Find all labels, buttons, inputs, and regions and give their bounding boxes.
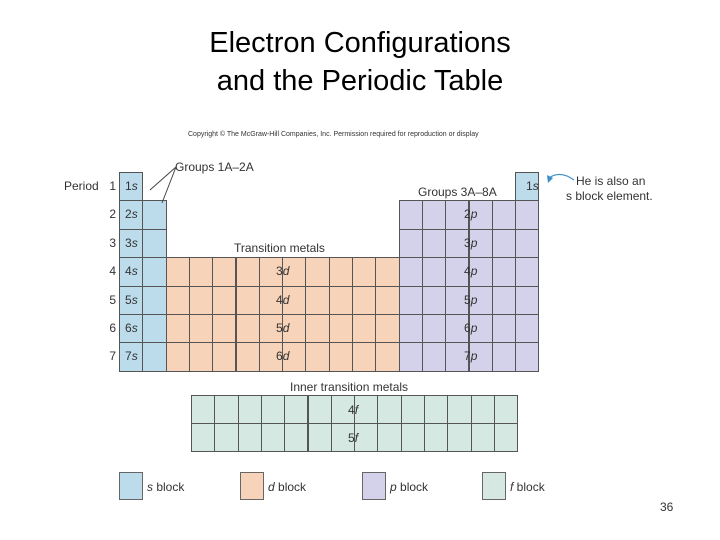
helium-sublevel-label: 1s (526, 179, 539, 193)
groups-s-label: Groups 1A–2A (175, 160, 254, 174)
period-number: 3 (109, 235, 116, 250)
period-number: 5 (109, 292, 116, 307)
p-sublevel-label: 6p (464, 321, 478, 335)
d-sublevel-label: 6d (276, 349, 290, 364)
period-label: Period (64, 179, 99, 193)
s-sublevel-label: 4s (125, 264, 138, 279)
period-number: 6 (109, 321, 116, 335)
legend-label-d: d block (268, 480, 307, 494)
p-sublevel-label: 4p (464, 264, 478, 279)
p-sublevel-label: 7p (464, 349, 478, 364)
f-sublevel-label: 5f (348, 431, 359, 445)
copyright-notice: Copyright © The McGraw-Hill Companies, Inc. Permission required for reproduction or display (188, 131, 479, 138)
period-number: 7 (109, 349, 116, 364)
p-sublevel-label: 5p (464, 292, 478, 307)
legend-swatch-f (482, 472, 506, 500)
legend-label-p: p block (390, 480, 429, 494)
s-sublevel-label: 5s (125, 292, 138, 307)
legend-label-s: s block (147, 480, 185, 494)
d-sublevel-label: 4d (276, 292, 290, 307)
period-number: 2 (109, 207, 116, 222)
groups-p-label: Groups 3A–8A (418, 185, 497, 199)
s-sublevel-label: 3s (125, 235, 138, 250)
d-sublevel-label: 5d (276, 321, 290, 335)
period-number: 1 (109, 179, 116, 193)
groups-s-pointer-line-1 (150, 167, 176, 190)
legend-swatch-s (119, 472, 143, 500)
legend-swatch-p (362, 472, 386, 500)
legend-label-f: f block (510, 480, 545, 494)
f-sublevel-label: 4f (348, 403, 359, 417)
p-sublevel-label: 2p (464, 207, 478, 222)
legend-swatch-d (240, 472, 264, 500)
groups-s-pointer-line-2 (162, 167, 176, 203)
s-sublevel-label: 6s (125, 321, 138, 335)
slide-title-line2: and the Periodic Table (216, 65, 504, 97)
s-sublevel-label: 2s (125, 207, 138, 222)
he-arrow (549, 174, 574, 180)
period-number: 4 (109, 264, 116, 279)
transition-metals-label: Transition metals (234, 241, 325, 255)
page-number: 36 (660, 500, 674, 514)
slide-title-line1: Electron Configurations (209, 27, 511, 59)
s-sublevel-label: 1s (125, 179, 138, 193)
d-sublevel-label: 3d (276, 264, 290, 279)
he-note-line1: He is also an (576, 174, 646, 188)
inner-transition-label: Inner transition metals (290, 380, 409, 394)
he-note-line2: s block element. (566, 189, 653, 203)
p-sublevel-label: 3p (464, 235, 478, 250)
s-sublevel-label: 7s (125, 349, 138, 364)
